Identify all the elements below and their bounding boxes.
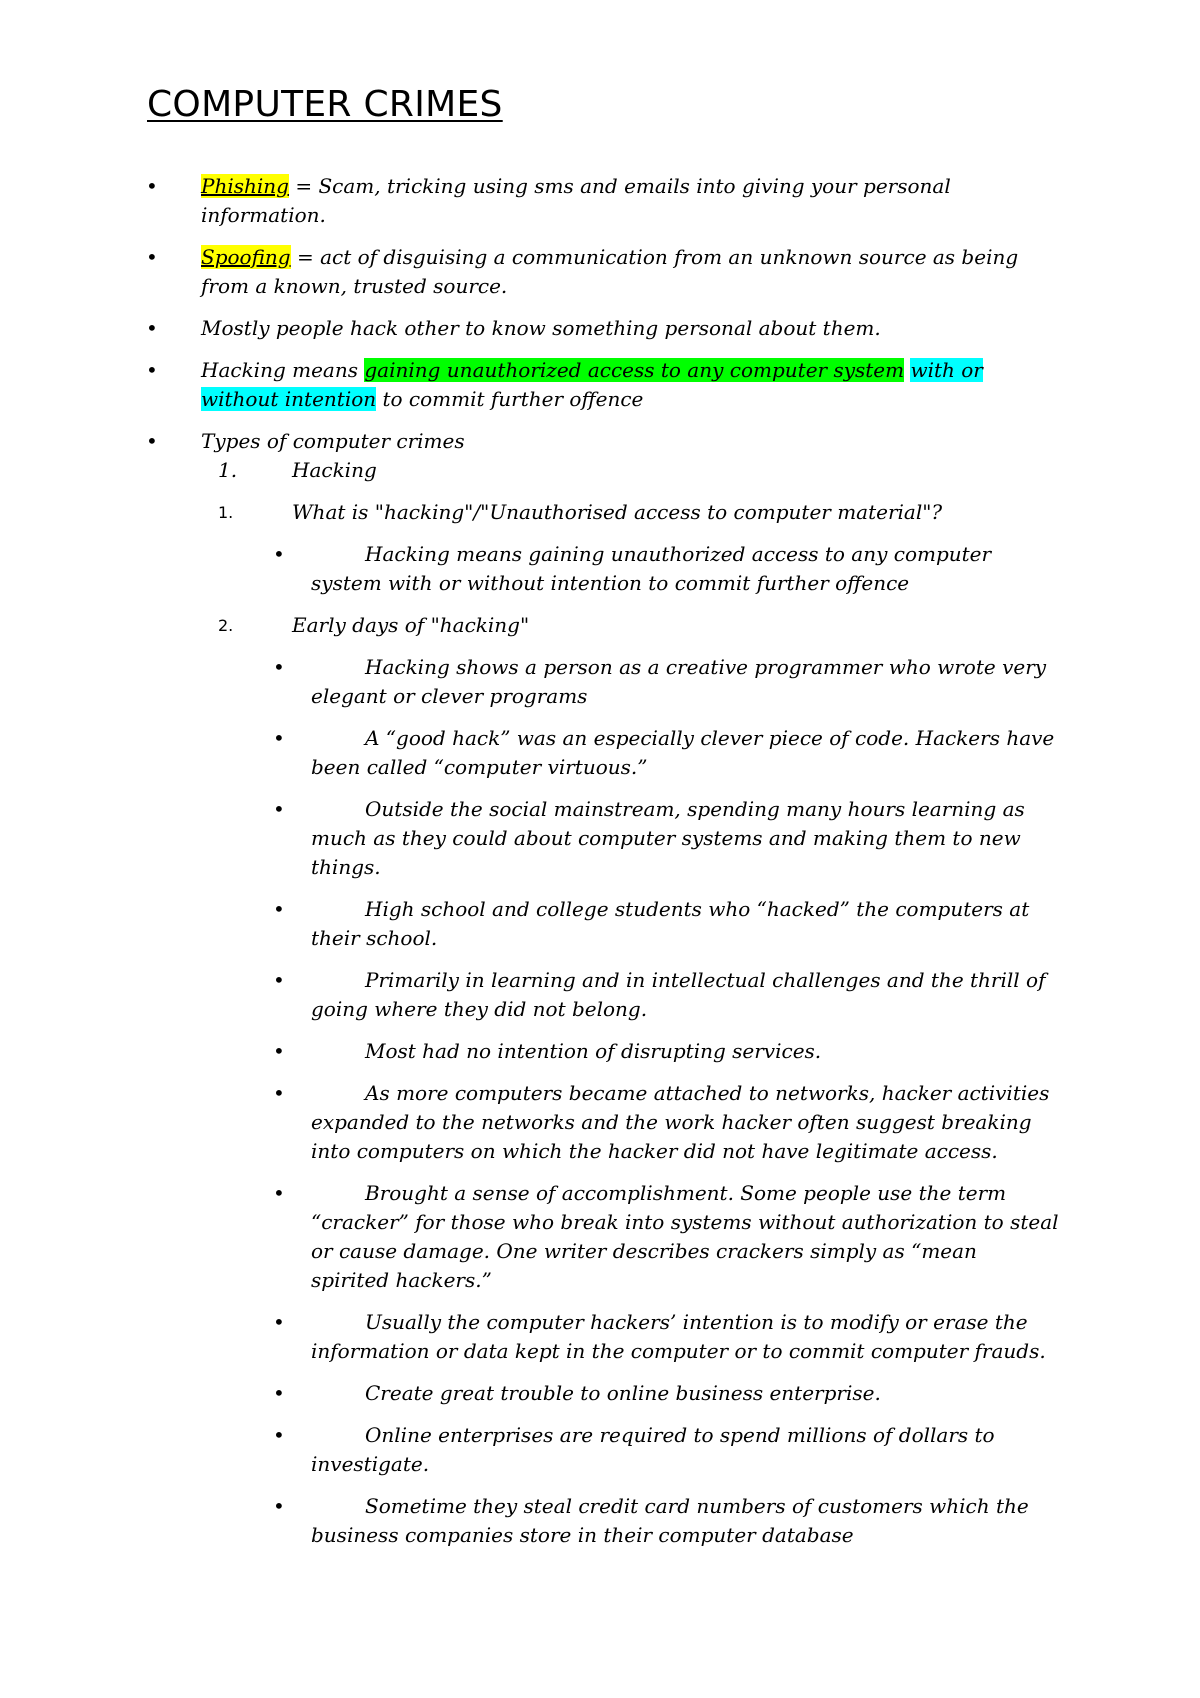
list-item-text: Types of computer crimes (201, 429, 465, 453)
sub-item-label: Hacking (292, 458, 377, 482)
list-item-types: • Types of computer crimes (146, 429, 465, 453)
bullet-icon: • (273, 1494, 285, 1518)
hacking-text-before: Hacking means (201, 358, 365, 382)
highlight-cyan-phrase: with or without intention (201, 358, 983, 411)
sub-bullet-text: A “good hack” was an especially clever piece of code. Hackers have been called “computer virtuous.” (311, 726, 1055, 779)
sub-bullet-text: High school and college students who “hacked” the computers at their school. (311, 897, 1030, 950)
sub-bullet-text: Primarily in learning and in intellectual challenges and the thrill of going where they did not belong. (311, 968, 1046, 1021)
sub-bullet (0, 795, 1061, 882)
sub-bullet (0, 895, 1061, 953)
highlight-green-phrase: gaining unauthorized access to any computer system (364, 358, 905, 382)
sub-bullet-text: Hacking means gaining unauthorized access to any computer system with or without intention to commit further offence (311, 542, 992, 595)
document-title: COMPUTER CRIMES (147, 84, 503, 125)
sub-bullet-text: Hacking shows a person as a creative programmer who wrote very elegant or clever programs (311, 655, 1047, 708)
section-heading-2 (0, 611, 1200, 640)
section-number: 2. (218, 616, 234, 635)
sub-bullet-text: Most had no intention of disrupting services. (365, 1039, 822, 1063)
bullet-icon: • (273, 1039, 285, 1063)
sub-bullet (0, 1492, 1061, 1550)
bullet-icon: • (273, 655, 285, 679)
sub-bullet-text: Brought a sense of accomplishment. Some people use the term “cracker” for those who break into systems without authorization to steal or cause damage. One writer describes crackers simply as “mean spirited hackers.” (311, 1181, 1059, 1292)
sub-bullet-text: Usually the computer hackers’ intention is to modify or erase the information or data kept in the computer or to commit computer frauds. (311, 1310, 1046, 1363)
bullet-icon: • (273, 1081, 285, 1105)
sub-bullet (0, 724, 1061, 782)
bullet-icon: • (273, 726, 285, 750)
list-item-spoofing: • Spoofing = act of disguising a communication from an unknown source as being from a known, trusted source. (146, 245, 1019, 298)
section-number: 1. (218, 503, 234, 522)
sub-bullet (0, 1308, 1061, 1366)
sub-item-number: 1. (218, 458, 238, 482)
bullet-icon: • (273, 1310, 285, 1334)
definition-phishing: = Scam, tricking using sms and emails into giving your personal information. (201, 174, 951, 227)
bullet-icon: • (273, 542, 285, 566)
definition-spoofing: = act of disguising a communication from an unknown source as being from a known, trusted source. (201, 245, 1019, 298)
sub-bullet-text: Online enterprises are required to spend millions of dollars to investigate. (311, 1423, 995, 1476)
sub-bullet-text: Create great trouble to online business enterprise. (365, 1381, 881, 1405)
list-item-hacking-definition: • Hacking means gaining unauthorized access to any computer system with or without intention to commit further offence (146, 358, 983, 411)
hacking-text-after: to commit further offence (376, 387, 644, 411)
sub-bullet (0, 540, 1061, 598)
section-heading-text: What is "hacking"/"Unauthorised access to computer material"? (292, 500, 943, 524)
sub-item-hacking (0, 456, 1200, 485)
bullet-icon: • (273, 1381, 285, 1405)
bullet-icon: • (273, 897, 285, 921)
sub-bullet (0, 966, 1061, 1024)
sub-bullet-text: Sometime they steal credit card numbers of customers which the business companies store in their computer database (311, 1494, 1029, 1547)
list-item-personal: • Mostly people hack other to know something personal about them. (146, 316, 881, 340)
sub-bullet (0, 1379, 1061, 1408)
list-item-text: Mostly people hack other to know something personal about them. (201, 316, 881, 340)
bullet-icon: • (273, 1181, 285, 1205)
term-phishing: Phishing (201, 174, 289, 198)
sub-bullet (0, 1421, 1061, 1479)
sub-bullet (0, 1179, 1061, 1295)
sub-bullet (0, 1079, 1061, 1166)
document-body (0, 172, 1200, 1563)
list-item-phishing: • Phishing = Scam, tricking using sms and emails into giving your personal information. (146, 174, 951, 227)
bullet-icon: • (273, 797, 285, 821)
sub-bullet-text: Outside the social mainstream, spending many hours learning as much as they could about computer systems and making them to new things. (311, 797, 1025, 879)
sub-bullet (0, 1037, 1061, 1066)
section-heading-1 (0, 498, 1200, 527)
term-spoofing: Spoofing (201, 245, 291, 269)
sub-bullet-text: As more computers became attached to networks, hacker activities expanded to the networks and the work hacker often suggest breaking into computers on which the hacker did not have legitimate access. (311, 1081, 1050, 1163)
bullet-icon: • (273, 1423, 285, 1447)
sub-bullet (0, 653, 1061, 711)
section-heading-text: Early days of "hacking" (292, 613, 530, 637)
bullet-icon: • (273, 968, 285, 992)
